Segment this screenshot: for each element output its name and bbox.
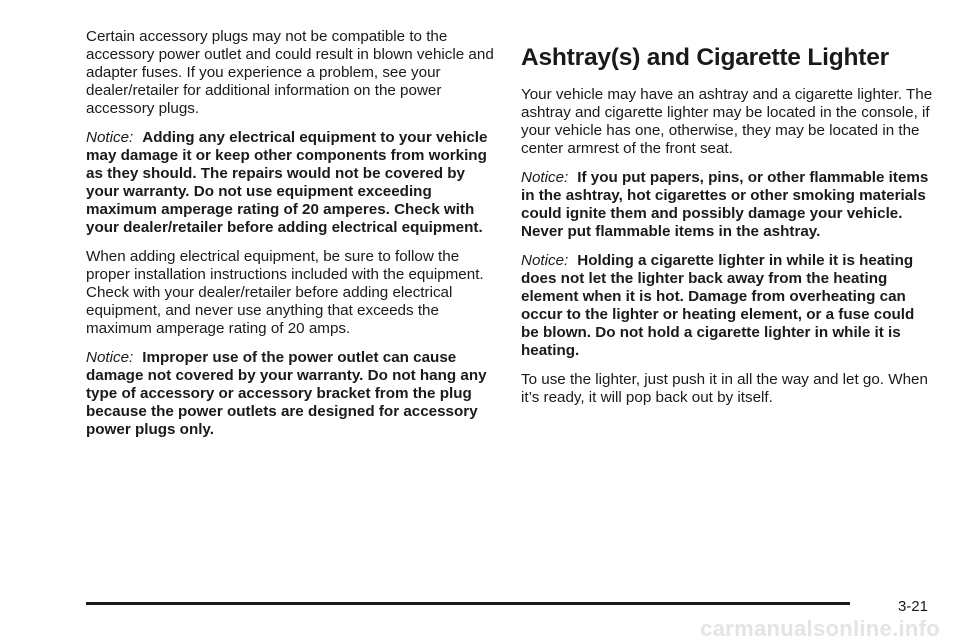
watermark: carmanualsonline.info: [700, 616, 940, 641]
notice-label: Notice:: [86, 349, 134, 366]
paragraph-adding-equipment: When adding electrical equipment, be sure to follow the proper installation instructions included with the equipment. Check with your dealer/retailer before adding electrical equipment, and never use anything that exceeds the maximum amperage rating of 20 amps.: [86, 248, 484, 337]
notice-electrical-equipment: [86, 129, 498, 237]
paragraph-ashtray-location: Your vehicle may have an ashtray and a cigarette lighter. The ashtray and cigarette lighter may be located in the console, if your vehicle has one, otherwise, they may be located in the center armrest of the front seat.: [521, 86, 933, 157]
notice-text: Adding any electrical equipment to your vehicle may damage it or keep other components from working as they should. The repairs would not be covered by your warranty. Do not use equipment exceeding maximum amperage rating of 20 amperes. Check with your dealer/retailer before adding electrical equipment.: [86, 129, 488, 236]
notice-label: Notice:: [86, 129, 134, 146]
paragraph-using-lighter: To use the lighter, just push it in all the way and let go. When it’s ready, it will pop back out by itself.: [521, 371, 928, 406]
notice-flammable-items: [521, 169, 933, 241]
paragraph-accessory-plugs: Certain accessory plugs may not be compatible to the accessory power outlet and could result in blown vehicle and adapter fuses. If you experience a problem, see your dealer/retailer for additional information on the power accessory plugs.: [86, 28, 494, 117]
section-heading: Ashtray(s) and Cigarette Lighter: [521, 44, 889, 71]
notice-lighter-heating: [521, 252, 933, 360]
notice-label: Notice:: [521, 169, 569, 186]
notice-text: If you put papers, pins, or other flammable items in the ashtray, hot cigarettes or other smoking materials could ignite them and possibly damage your vehicle. Never put flammable items in the ashtray.: [521, 169, 929, 240]
notice-text: Holding a cigarette lighter in while it is heating does not let the lighter back away from the heating element when it is hot. Damage from overheating can occur to the lighter or heating element, or a fuse could be blown. Do not hold a cigarette lighter in while it is heating.: [521, 252, 915, 359]
left-column: [86, 28, 498, 450]
notice-text: Improper use of the power outlet can cause damage not covered by your warranty. Do not hang any type of accessory or accessory bracket from the plug because the power outlets are designed for accessory power plugs only.: [86, 349, 487, 438]
page-number: 3-21: [897, 598, 928, 615]
footer-rule: [86, 602, 850, 605]
notice-power-outlet: [86, 349, 498, 439]
notice-label: Notice:: [521, 252, 569, 269]
right-column: [521, 28, 933, 418]
